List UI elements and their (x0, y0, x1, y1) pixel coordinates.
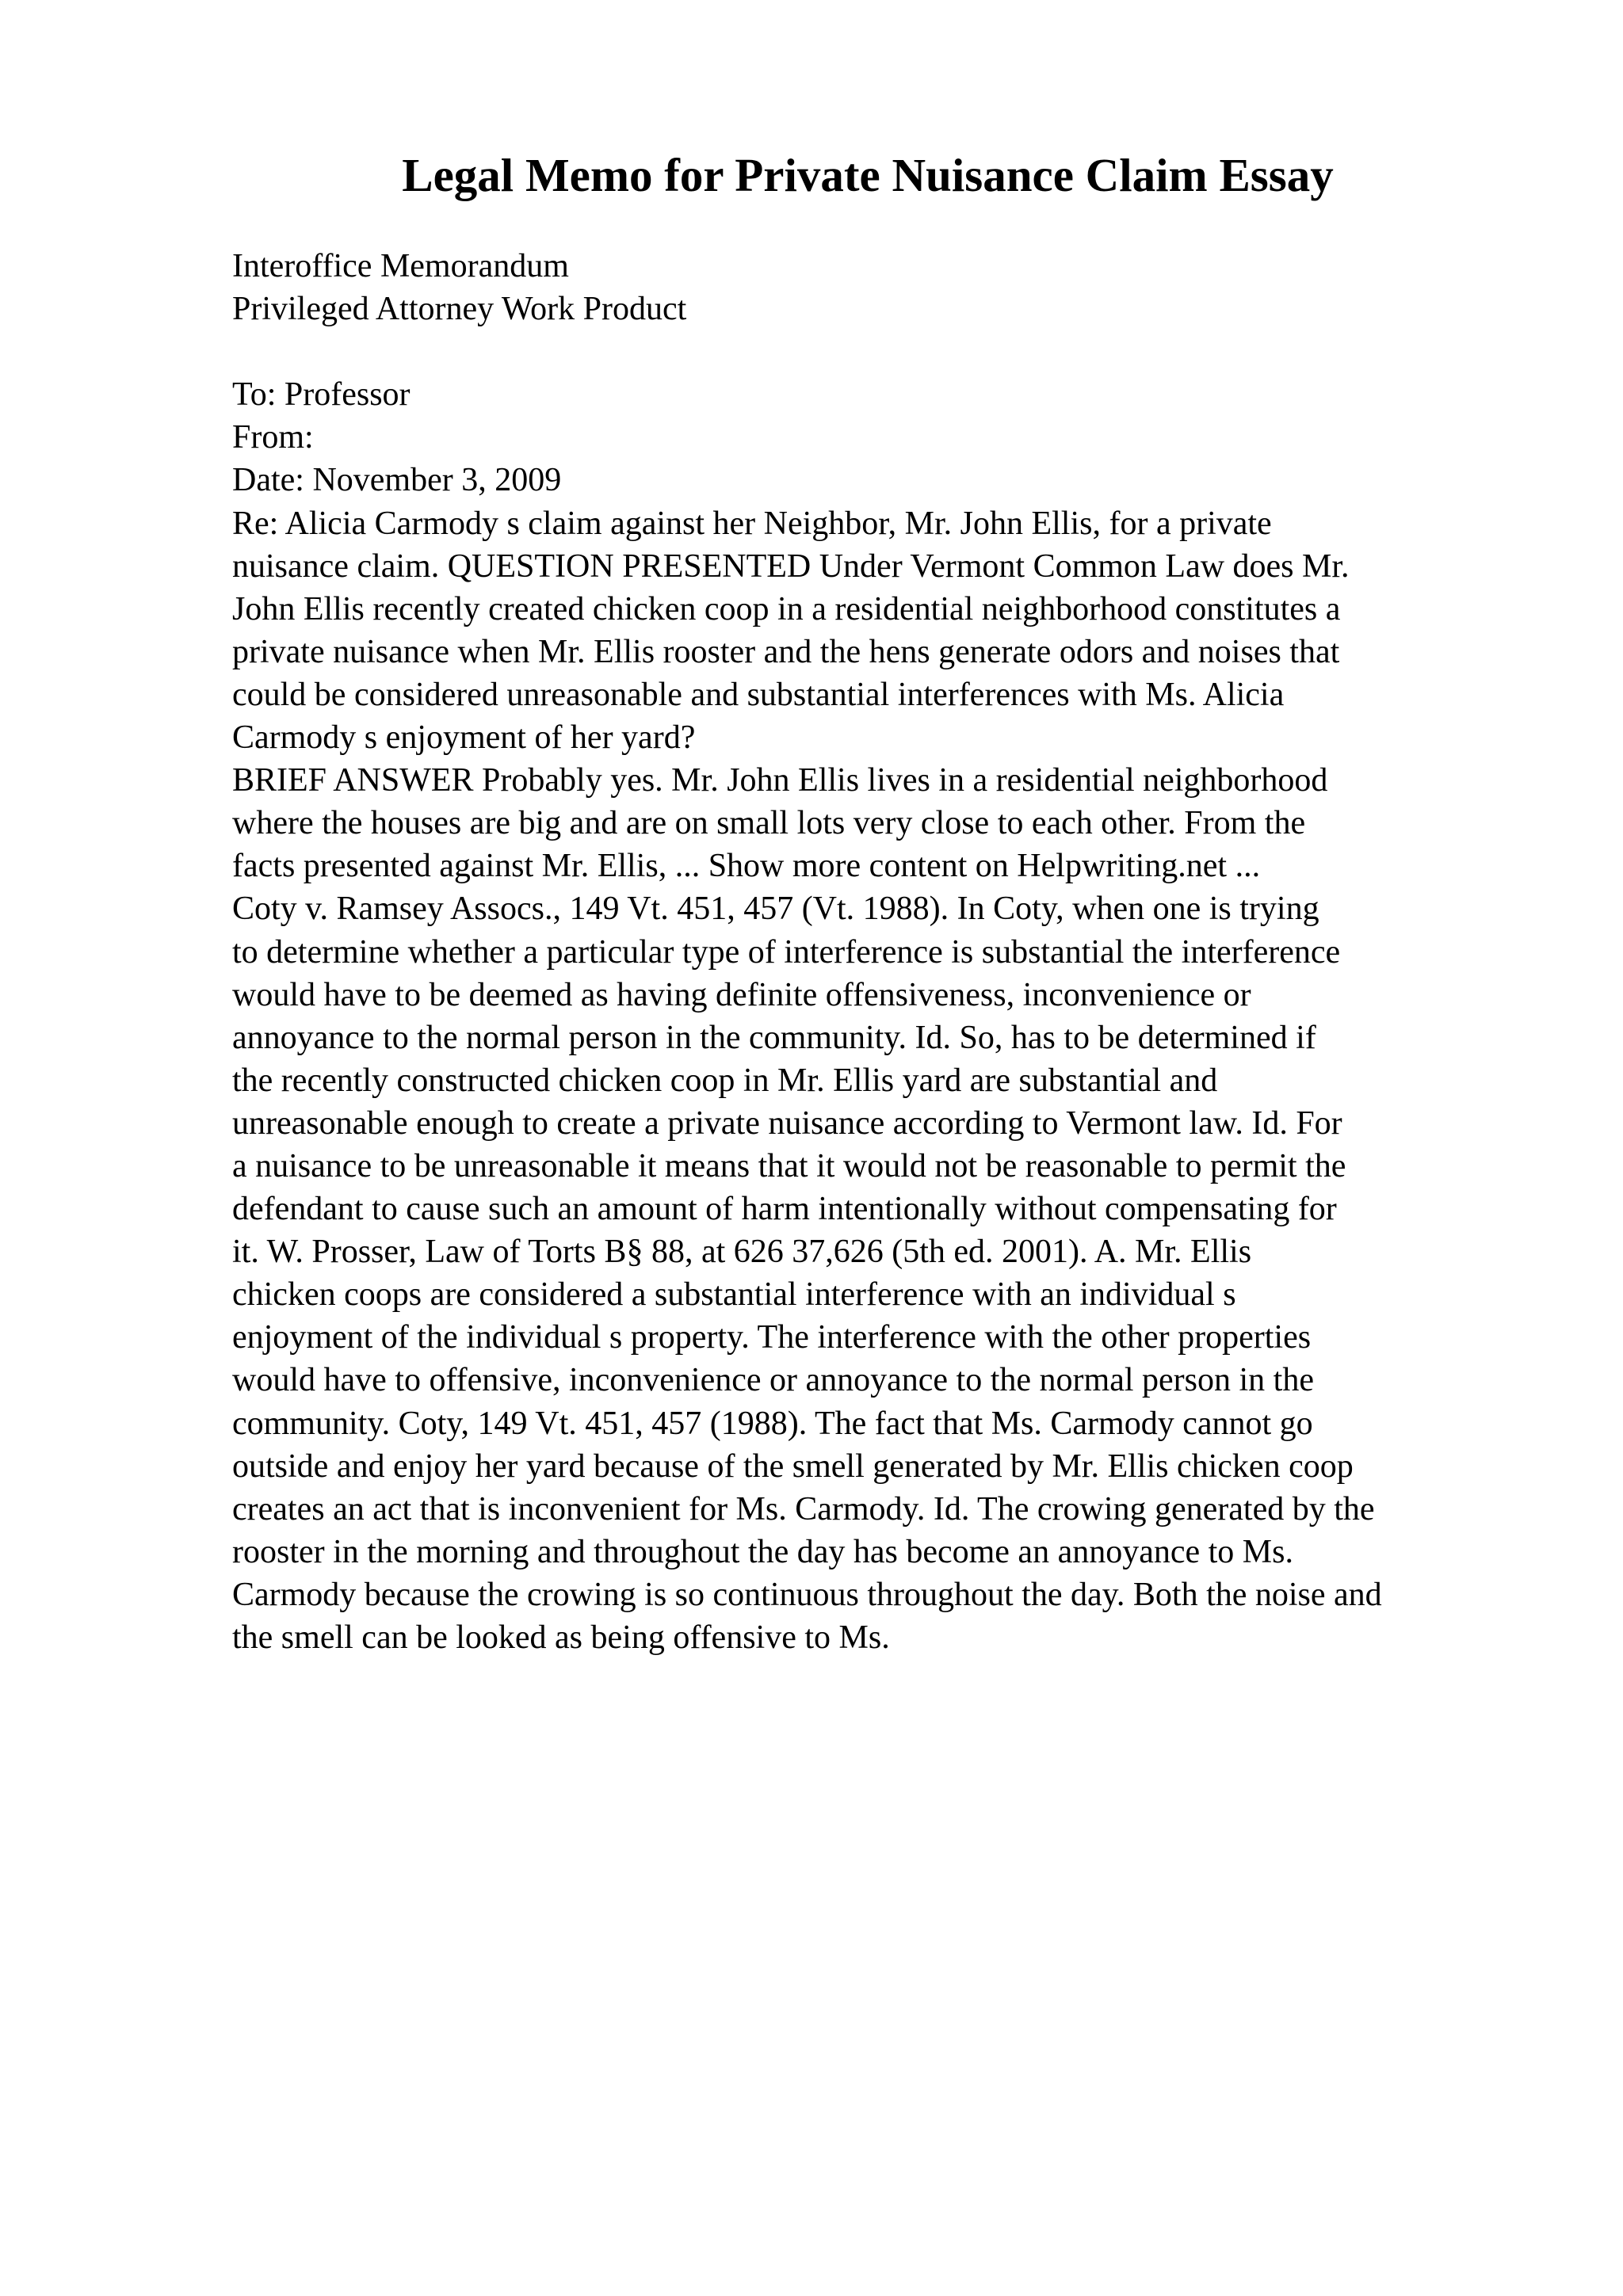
body-line: unreasonable enough to create a private nuisance according to Vermont law. Id. For (232, 1104, 1342, 1142)
memo-to: To: Professor (232, 376, 411, 414)
body-line: the recently constructed chicken coop in Mr. Ellis yard are substantial and (232, 1062, 1218, 1099)
memo-body-lines (232, 502, 1579, 1660)
memo-header-line: Privileged Attorney Work Product (232, 291, 687, 328)
body-line: Re: Alicia Carmody s claim against her Neighbor, Mr. John Ellis, for a private (232, 505, 1272, 542)
document-title: Legal Memo for Private Nuisance Claim Essay (402, 149, 1334, 201)
body-line: a nuisance to be unreasonable it means that it would not be reasonable to permit the (232, 1147, 1346, 1184)
body-line: outside and enjoy her yard because of the smell generated by Mr. Ellis chicken coop (232, 1447, 1354, 1485)
body-line: it. W. Prosser, Law of Torts B§ 88, at 626 37,626 (5th ed. 2001). A. Mr. Ellis (232, 1234, 1252, 1271)
body-line: enjoyment of the individual s property. The interference with the other properties (232, 1319, 1312, 1356)
body-line: John Ellis recently created chicken coop in a residential neighborhood constitutes a (232, 590, 1341, 627)
body-line: Carmody because the crowing is so continuous throughout the day. Both the noise and (232, 1576, 1382, 1613)
memo-date: Date: November 3, 2009 (232, 462, 562, 499)
body-line: to determine whether a particular type of interference is substantial the interference (232, 933, 1341, 971)
body-line: BRIEF ANSWER Probably yes. Mr. John Ellis lives in a residential neighborhood (232, 762, 1328, 799)
blank-line (232, 330, 1579, 373)
body-line: Carmody s enjoyment of her yard? (232, 719, 696, 757)
body-line: Coty v. Ramsey Assocs., 149 Vt. 451, 457 (Vt. 1988). In Coty, when one is trying (232, 891, 1319, 928)
body-line: where the houses are big and are on small lots very close to each other. From the (232, 805, 1306, 842)
body-line: private nuisance when Mr. Ellis rooster and the hens generate odors and noises that (232, 633, 1340, 670)
memo-from: From: (232, 419, 314, 456)
body-line: rooster in the morning and throughout the day has become an annoyance to Ms. (232, 1533, 1293, 1570)
body-line: annoyance to the normal person in the community. Id. So, has to be determined if (232, 1019, 1316, 1056)
body-line: chicken coops are considered a substantial interference with an individual s (232, 1276, 1236, 1314)
body-line: would have to be deemed as having definite offensiveness, inconvenience or (232, 976, 1251, 1013)
memo-header-line: Interoffice Memorandum (232, 248, 569, 284)
body-line: community. Coty, 149 Vt. 451, 457 (1988). The fact that Ms. Carmody cannot go (232, 1405, 1313, 1442)
body-line: creates an act that is inconvenient for Ms. Carmody. Id. The crowing generated by the (232, 1490, 1375, 1527)
body-line: could be considered unreasonable and substantial interferences with Ms. Alicia (232, 676, 1285, 713)
memo-body (232, 245, 1579, 1659)
body-line: nuisance claim. QUESTION PRESENTED Under Vermont Common Law does Mr. (232, 547, 1350, 585)
body-line: would have to offensive, inconvenience or annoyance to the normal person in the (232, 1362, 1314, 1399)
body-line: the smell can be looked as being offensive to Ms. (232, 1619, 890, 1656)
body-line: defendant to cause such an amount of harm intentionally without compensating for (232, 1191, 1337, 1228)
body-line: facts presented against Mr. Ellis, ... Show more content on Helpwriting.net ... (232, 848, 1261, 885)
